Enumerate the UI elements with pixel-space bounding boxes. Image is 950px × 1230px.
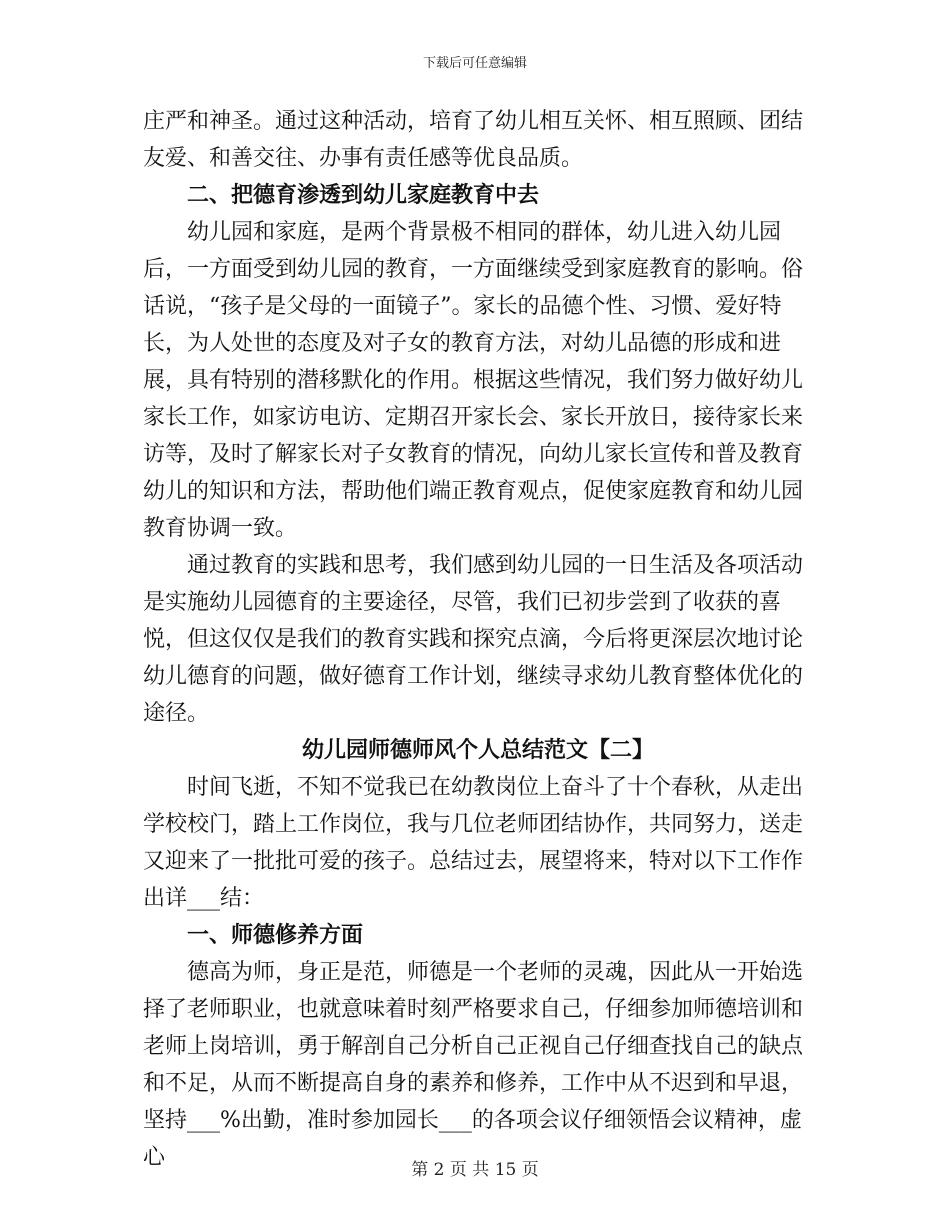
section-title-sample-two: 幼儿园师德师风个人总结范文【二】 (301, 737, 654, 763)
document-body (143, 103, 813, 1176)
paragraph-conclusion: 通过教育的实践和思考，我们感到幼儿园的一日生活及各项活动是实施幼儿园德育的主要途径，尽管，我们已初步尝到了收获的喜悦，但这仅仅是我们的教育实践和探究点滴，今后将更深层次地讨论幼儿德育的问题，做好德育工作计划，继续寻求幼儿教育整体优化的途径。 (143, 553, 804, 726)
heading-family-education: 二、把德育渗透到幼儿家庭教育中去 (187, 182, 540, 208)
page-number: 第 2 页 共 15 页 (411, 1160, 539, 1180)
paragraph-teacher-ethics: 德高为师，身正是范，师德是一个老师的灵魂，因此从一开始选择了老师职业，也就意味着时刻严格要求自己，仔细参加师德培训和老师上岗培训，勇于解剖自己分析自己正视自己仔细查找自己的缺点和不足，从而不断提高自身的素养和修养，工作中从不迟到和早退，坚持___%出勤，准时参加园长___的各项会议仔细领悟会议精神，虚心 (143, 960, 804, 1170)
download-editable-note: 下载后可任意编辑 (422, 56, 527, 71)
heading-teacher-ethics: 一、师德修养方面 (187, 922, 364, 948)
paragraph-continued: 庄严和神圣。通过这种活动，培育了幼儿相互关怀、相互照顾、团结友爱、和善交往、办事有责任感等优良品质。 (143, 109, 804, 171)
paragraph-intro: 时间飞逝，不知不觉我已在幼教岗位上奋斗了十个春秋，从走出学校校门，踏上工作岗位，我与几位老师团结协作，共同努力，送走又迎来了一批批可爱的孩子。总结过去，展望将来，特对以下工作作出详___结： (143, 775, 804, 911)
paragraph-family-education: 幼儿园和家庭，是两个背景极不相同的群体，幼儿进入幼儿园后，一方面受到幼儿园的教育，一方面继续受到家庭教育的影响。俗话说，“孩子是父母的一面镜子”。家长的品德个性、习惯、爱好特长，为人处世的态度及对子女的教育方法，对幼儿品德的形成和进展，具有特别的潜移默化的作用。根据这些情况，我们努力做好幼儿家长工作，如家访电访、定期召开家长会、家长开放日，接待家长来访等，及时了解家长对子女教育的情况，向幼儿家长宣传和普及教育幼儿的知识和方法，帮助他们端正教育观点，促使家庭教育和幼儿园教育协调一致。 (143, 220, 804, 541)
